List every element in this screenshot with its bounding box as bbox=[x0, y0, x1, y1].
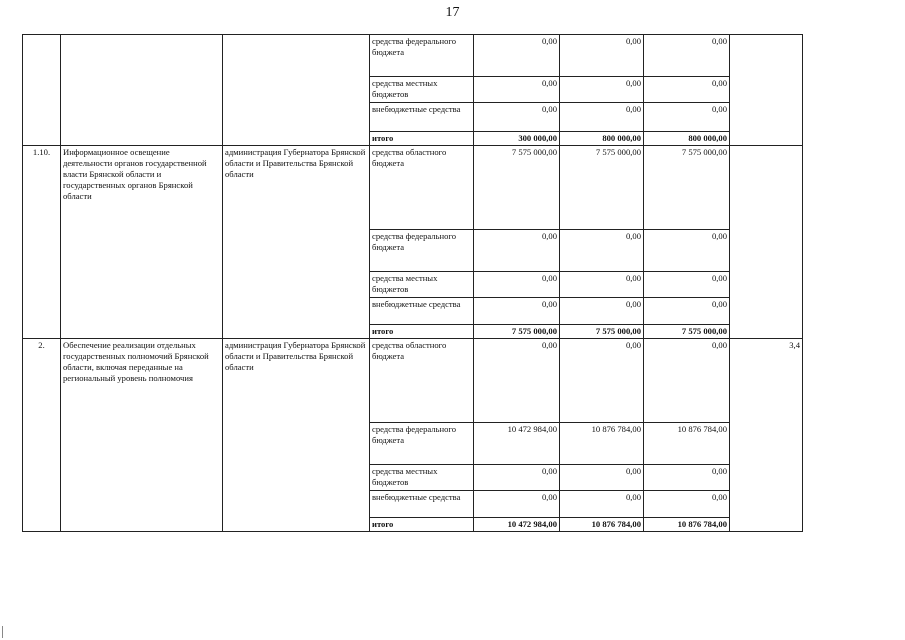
value-cell: 10 472 984,00 bbox=[474, 423, 560, 465]
cell-note bbox=[730, 35, 803, 146]
source-label: средства областного бюджета bbox=[370, 146, 474, 230]
cell-note bbox=[730, 146, 803, 339]
source-label: средства местных бюджетов bbox=[370, 465, 474, 491]
value-cell: 0,00 bbox=[474, 77, 560, 103]
total-value: 800 000,00 bbox=[644, 132, 730, 146]
source-label: внебюджетные средства bbox=[370, 103, 474, 132]
value-cell: 0,00 bbox=[474, 272, 560, 298]
total-value: 10 472 984,00 bbox=[474, 518, 560, 532]
source-label: средства федерального бюджета bbox=[370, 35, 474, 77]
value-cell: 7 575 000,00 bbox=[474, 146, 560, 230]
cell-number bbox=[23, 35, 61, 146]
value-cell: 0,00 bbox=[644, 272, 730, 298]
value-cell: 0,00 bbox=[474, 298, 560, 325]
value-cell: 0,00 bbox=[644, 339, 730, 423]
source-label: средства местных бюджетов bbox=[370, 77, 474, 103]
source-label: средства местных бюджетов bbox=[370, 272, 474, 298]
value-cell: 0,00 bbox=[560, 491, 644, 518]
total-value: 10 876 784,00 bbox=[644, 518, 730, 532]
total-value: 7 575 000,00 bbox=[644, 325, 730, 339]
value-cell: 0,00 bbox=[560, 339, 644, 423]
value-cell: 0,00 bbox=[560, 465, 644, 491]
value-cell: 0,00 bbox=[560, 103, 644, 132]
value-cell: 0,00 bbox=[644, 465, 730, 491]
source-label: внебюджетные средства bbox=[370, 491, 474, 518]
value-cell: 0,00 bbox=[474, 491, 560, 518]
value-cell: 7 575 000,00 bbox=[644, 146, 730, 230]
source-label: средства федерального бюджета bbox=[370, 230, 474, 272]
value-cell: 0,00 bbox=[644, 230, 730, 272]
total-value: 300 000,00 bbox=[474, 132, 560, 146]
total-label: итого bbox=[370, 325, 474, 339]
value-cell: 7 575 000,00 bbox=[560, 146, 644, 230]
value-cell: 10 876 784,00 bbox=[560, 423, 644, 465]
value-cell: 0,00 bbox=[560, 272, 644, 298]
total-label: итого bbox=[370, 132, 474, 146]
indicator-ref: 3,4 bbox=[730, 339, 803, 532]
value-cell: 0,00 bbox=[644, 491, 730, 518]
measure-name: Информационное освещение деятельности органов государственной власти Брянской области и государственных органов Брянской области bbox=[61, 146, 223, 339]
executor: администрация Губернатора Брянской области и Правительства Брянской области bbox=[223, 339, 370, 532]
scan-edge-mark bbox=[2, 626, 3, 638]
budget-table bbox=[22, 34, 803, 532]
value-cell: 0,00 bbox=[474, 465, 560, 491]
source-label: средства федерального бюджета bbox=[370, 423, 474, 465]
executor: администрация Губернатора Брянской области и Правительства Брянской области bbox=[223, 146, 370, 339]
value-cell: 0,00 bbox=[474, 103, 560, 132]
total-value: 7 575 000,00 bbox=[474, 325, 560, 339]
row-number: 1.10. bbox=[23, 146, 61, 339]
cell-name bbox=[61, 35, 223, 146]
row-number: 2. bbox=[23, 339, 61, 532]
value-cell: 0,00 bbox=[560, 77, 644, 103]
value-cell: 0,00 bbox=[644, 103, 730, 132]
total-value: 800 000,00 bbox=[560, 132, 644, 146]
value-cell: 0,00 bbox=[560, 298, 644, 325]
table-row bbox=[23, 35, 803, 77]
value-cell: 0,00 bbox=[474, 35, 560, 77]
source-label: средства областного бюджета bbox=[370, 339, 474, 423]
value-cell: 0,00 bbox=[644, 298, 730, 325]
value-cell: 0,00 bbox=[560, 35, 644, 77]
table-row bbox=[23, 146, 803, 230]
measure-name: Обеспечение реализации отдельных государственных полномочий Брянской области, включая переданные на региональный уровень полномочия bbox=[61, 339, 223, 532]
page-number: 17 bbox=[445, 5, 460, 20]
value-cell: 0,00 bbox=[560, 230, 644, 272]
source-label: внебюджетные средства bbox=[370, 298, 474, 325]
total-value: 10 876 784,00 bbox=[560, 518, 644, 532]
value-cell: 0,00 bbox=[644, 77, 730, 103]
cell-executor bbox=[223, 35, 370, 146]
value-cell: 0,00 bbox=[474, 230, 560, 272]
total-label: итого bbox=[370, 518, 474, 532]
value-cell: 10 876 784,00 bbox=[644, 423, 730, 465]
value-cell: 0,00 bbox=[644, 35, 730, 77]
total-value: 7 575 000,00 bbox=[560, 325, 644, 339]
value-cell: 0,00 bbox=[474, 339, 560, 423]
table-row bbox=[23, 339, 803, 423]
